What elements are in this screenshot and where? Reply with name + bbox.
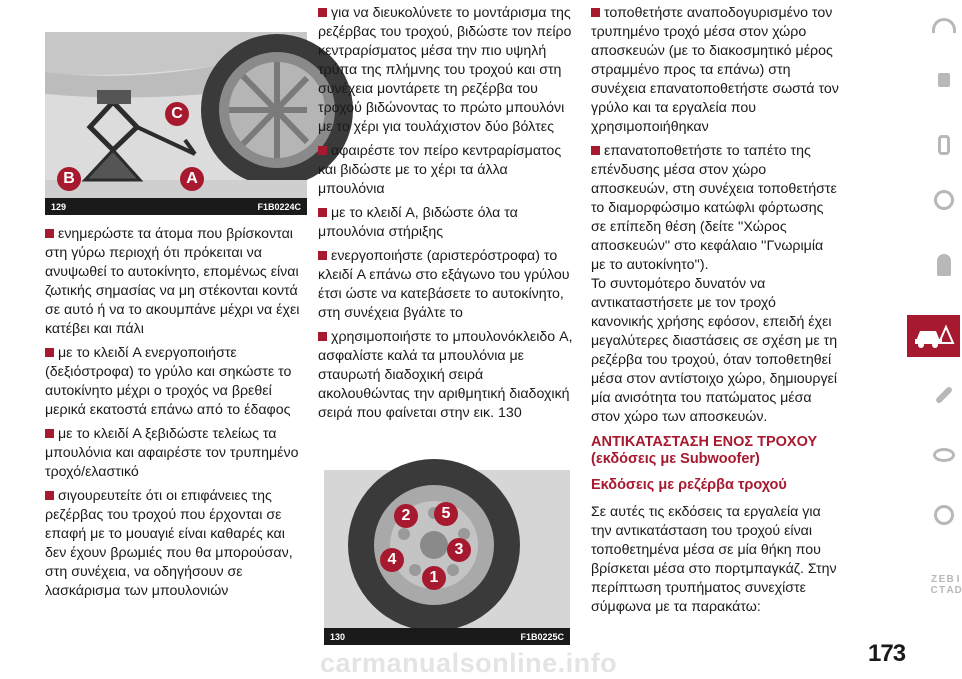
tab-maintenance[interactable] (927, 380, 960, 410)
label-c-badge: C (165, 102, 189, 126)
tab-warning[interactable] (927, 250, 960, 280)
label-b-badge: B (57, 167, 81, 191)
tab-multimedia[interactable] (927, 500, 960, 530)
section-heading: ΑΝΤΙΚΑΤΑΣΤΑΣΗ ΕΝΟΣ ΤΡΟΧΟΥ (εκδόσεις με Subwoofer) (591, 434, 818, 467)
bullet-box-icon (45, 429, 54, 438)
tab-index[interactable] (928, 565, 960, 605)
bullet-item: ενημερώστε τα άτομα που βρίσκονται στη γύρω περιοχή ότι πρόκειται να ανυψωθεί το αυτοκίνητο, επομένως είναι ζωτικής σημασίας να μη στέκονται κοντά σε αυτό ή να το ακουμπάνε μέχρι να έχει κατέβει και πάλι (45, 226, 300, 337)
tab-seat[interactable] (927, 130, 960, 160)
bullet-box-icon (318, 8, 327, 17)
bullet-box-icon (591, 146, 600, 155)
bullet-item: με το κλειδί A ξεβιδώστε τελείως τα μπουλόνια και αφαιρέστε τον τρυπημένο τροχό/ελαστικό (45, 426, 299, 480)
bullet-item: επανατοποθετήστε το ταπέτο της επένδυσης μέσα στον χώρο αποσκευών, στη συνέχεια τοποθετήστε το διαμορφώσιμο κατώφλι φόρτωσης σε επίπεδη θέση (δείτε ''Χώρος αποσκευών'' στο κεφάλαιο ''Γνωριμία με το αυτοκίνητο''). (591, 143, 837, 273)
tech-data-icon (933, 448, 955, 462)
steering-wheel-icon (934, 190, 954, 210)
lock-icon (938, 73, 950, 87)
bolt-5-badge: 5 (434, 502, 458, 526)
bullet-box-icon (318, 251, 327, 260)
bullet-item: τοποθετήστε αναποδογυρισμένο τον τρυπημένο τροχό μέσα στον χώρο αποσκευών (με το διακοσμητικό μέρος στραμμένο προς τα επάνω) στη συνέχεια επανατοποθετήστε σωστά τον γρύλο και τα εργαλεία που χρησιμοποιήθηκαν (591, 5, 839, 135)
body-paragraph: Το συντομότερο δυνατόν να αντικαταστήσετε με τον τροχό κανονικής χρήσης εφόσον, επειδή έχει μεγαλύτερες διαστάσεις σε σχέση με τη ρεζέρβα του τροχού, όταν τοποθετηθεί μέσα στον αντίστοιχο χώρο, δημιουργεί μία ανισότητα του πατώματος μέσα στον χώρο των αποσκευών. (591, 276, 838, 425)
bolt-4-badge: 4 (380, 548, 404, 572)
page-number: 173 (868, 640, 906, 667)
subsection-heading: Εκδόσεις με ρεζέρβα τροχού (591, 477, 787, 493)
tab-emergency[interactable] (907, 315, 960, 357)
body-paragraph: Σε αυτές τις εκδόσεις τα εργαλεία για την αντικατάσταση του τροχού είναι τοποθετημένα μέσα σε μία θήκη που βρίσκεται μέσα στο πορτμπαγκάζ. Στην περίπτωση τρυπήματος συνεχίστε σύμφωνα με τα παρακάτω: (591, 504, 837, 615)
figure-caption-bar (45, 198, 307, 215)
warning-light-icon (937, 254, 951, 276)
car-breakdown-icon (914, 323, 954, 349)
bullet-item: ενεργοποιήστε (αριστερόστροφα) το κλειδί A επάνω στο εξάγωνο του γρύλου έτσι ώστε να κατεβάσετε το αυτοκίνητο, στη συνέχεια βγάλτε το (318, 248, 570, 321)
bolt-3-badge: 3 (447, 538, 471, 562)
side-tabs (927, 10, 960, 620)
bullet-box-icon (45, 348, 54, 357)
figure-code: F1B0225C (520, 631, 564, 642)
bullet-item: σιγουρευτείτε ότι οι επιφάνειες της ρεζέρβας του τροχού που έρχονται σε επαφή με το μουαγιέ είναι καθαρές και δεν έχουν βρωμιές που θα μπορούσαν, στη συνέχεια, να οδηγήσουν σε λασκάρισμα των μπουλονιών (45, 488, 293, 599)
tab-lock[interactable] (927, 65, 960, 95)
figure-number: 130 (330, 631, 346, 642)
bullet-item: χρησιμοποιήστε το μπουλονόκλειδο A, ασφαλίστε καλά τα μπουλόνια με σταυρωτή διαδοχική σειρά ακολουθώντας την αριθμητική διαδοχική σειρά που φαίνεται στην εικ. 130 (318, 329, 573, 421)
watermark: carmanualsonline.info (320, 648, 618, 678)
wrench-icon (934, 386, 952, 404)
bullet-item: για να διευκολύνετε το μοντάρισμα της ρεζέρβας του τροχού, βιδώστε τον πείρο κεντραρίσματος μέσα την πιο υψηλή τρύπα της πλήμνης του τροχού και στη συνέχεια μοντάρετε τη ρεζέρβα του τροχού βιδώνοντας το πρώτο μπουλόνι με το χέρι για τουλάχιστον δύο βόλτες (318, 5, 572, 135)
bullet-item: με το κλειδί A, βιδώστε όλα τα μπουλόνια στήριξης (318, 205, 518, 240)
seat-icon (938, 135, 950, 155)
bullet-box-icon (318, 146, 327, 155)
index-icon: Z E B I C T A D (930, 573, 962, 596)
tab-dashboard[interactable] (927, 10, 960, 40)
bolt-2-badge: 2 (394, 504, 418, 528)
figure-number: 129 (51, 201, 67, 212)
bullet-box-icon (45, 491, 54, 500)
bullet-item: αφαιρέστε τον πείρο κεντραρίσματος και βιδώστε με το χέρι τα άλλα μπουλόνια (318, 143, 562, 197)
tab-steering[interactable] (927, 185, 960, 215)
figure-129 (45, 32, 307, 215)
tab-tech-data[interactable] (927, 440, 960, 470)
bullet-box-icon (45, 229, 54, 238)
label-a-badge: A (180, 167, 204, 191)
figure-caption-bar (324, 628, 570, 645)
bolt-1-badge: 1 (422, 566, 446, 590)
multimedia-icon (934, 505, 954, 525)
bullet-box-icon (318, 208, 327, 217)
bullet-box-icon (591, 8, 600, 17)
figure-130 (324, 470, 570, 645)
bullet-box-icon (318, 332, 327, 341)
dashboard-icon (932, 18, 956, 33)
bullet-item: με το κλειδί A ενεργοποιήστε (δεξιόστροφα) το γρύλο και σηκώστε το αυτοκίνητο μέχρι ο τροχός να βρεθεί μερικά εκατοστά επάνω από το έδαφος (45, 345, 292, 418)
figure-code: F1B0224C (257, 201, 301, 212)
